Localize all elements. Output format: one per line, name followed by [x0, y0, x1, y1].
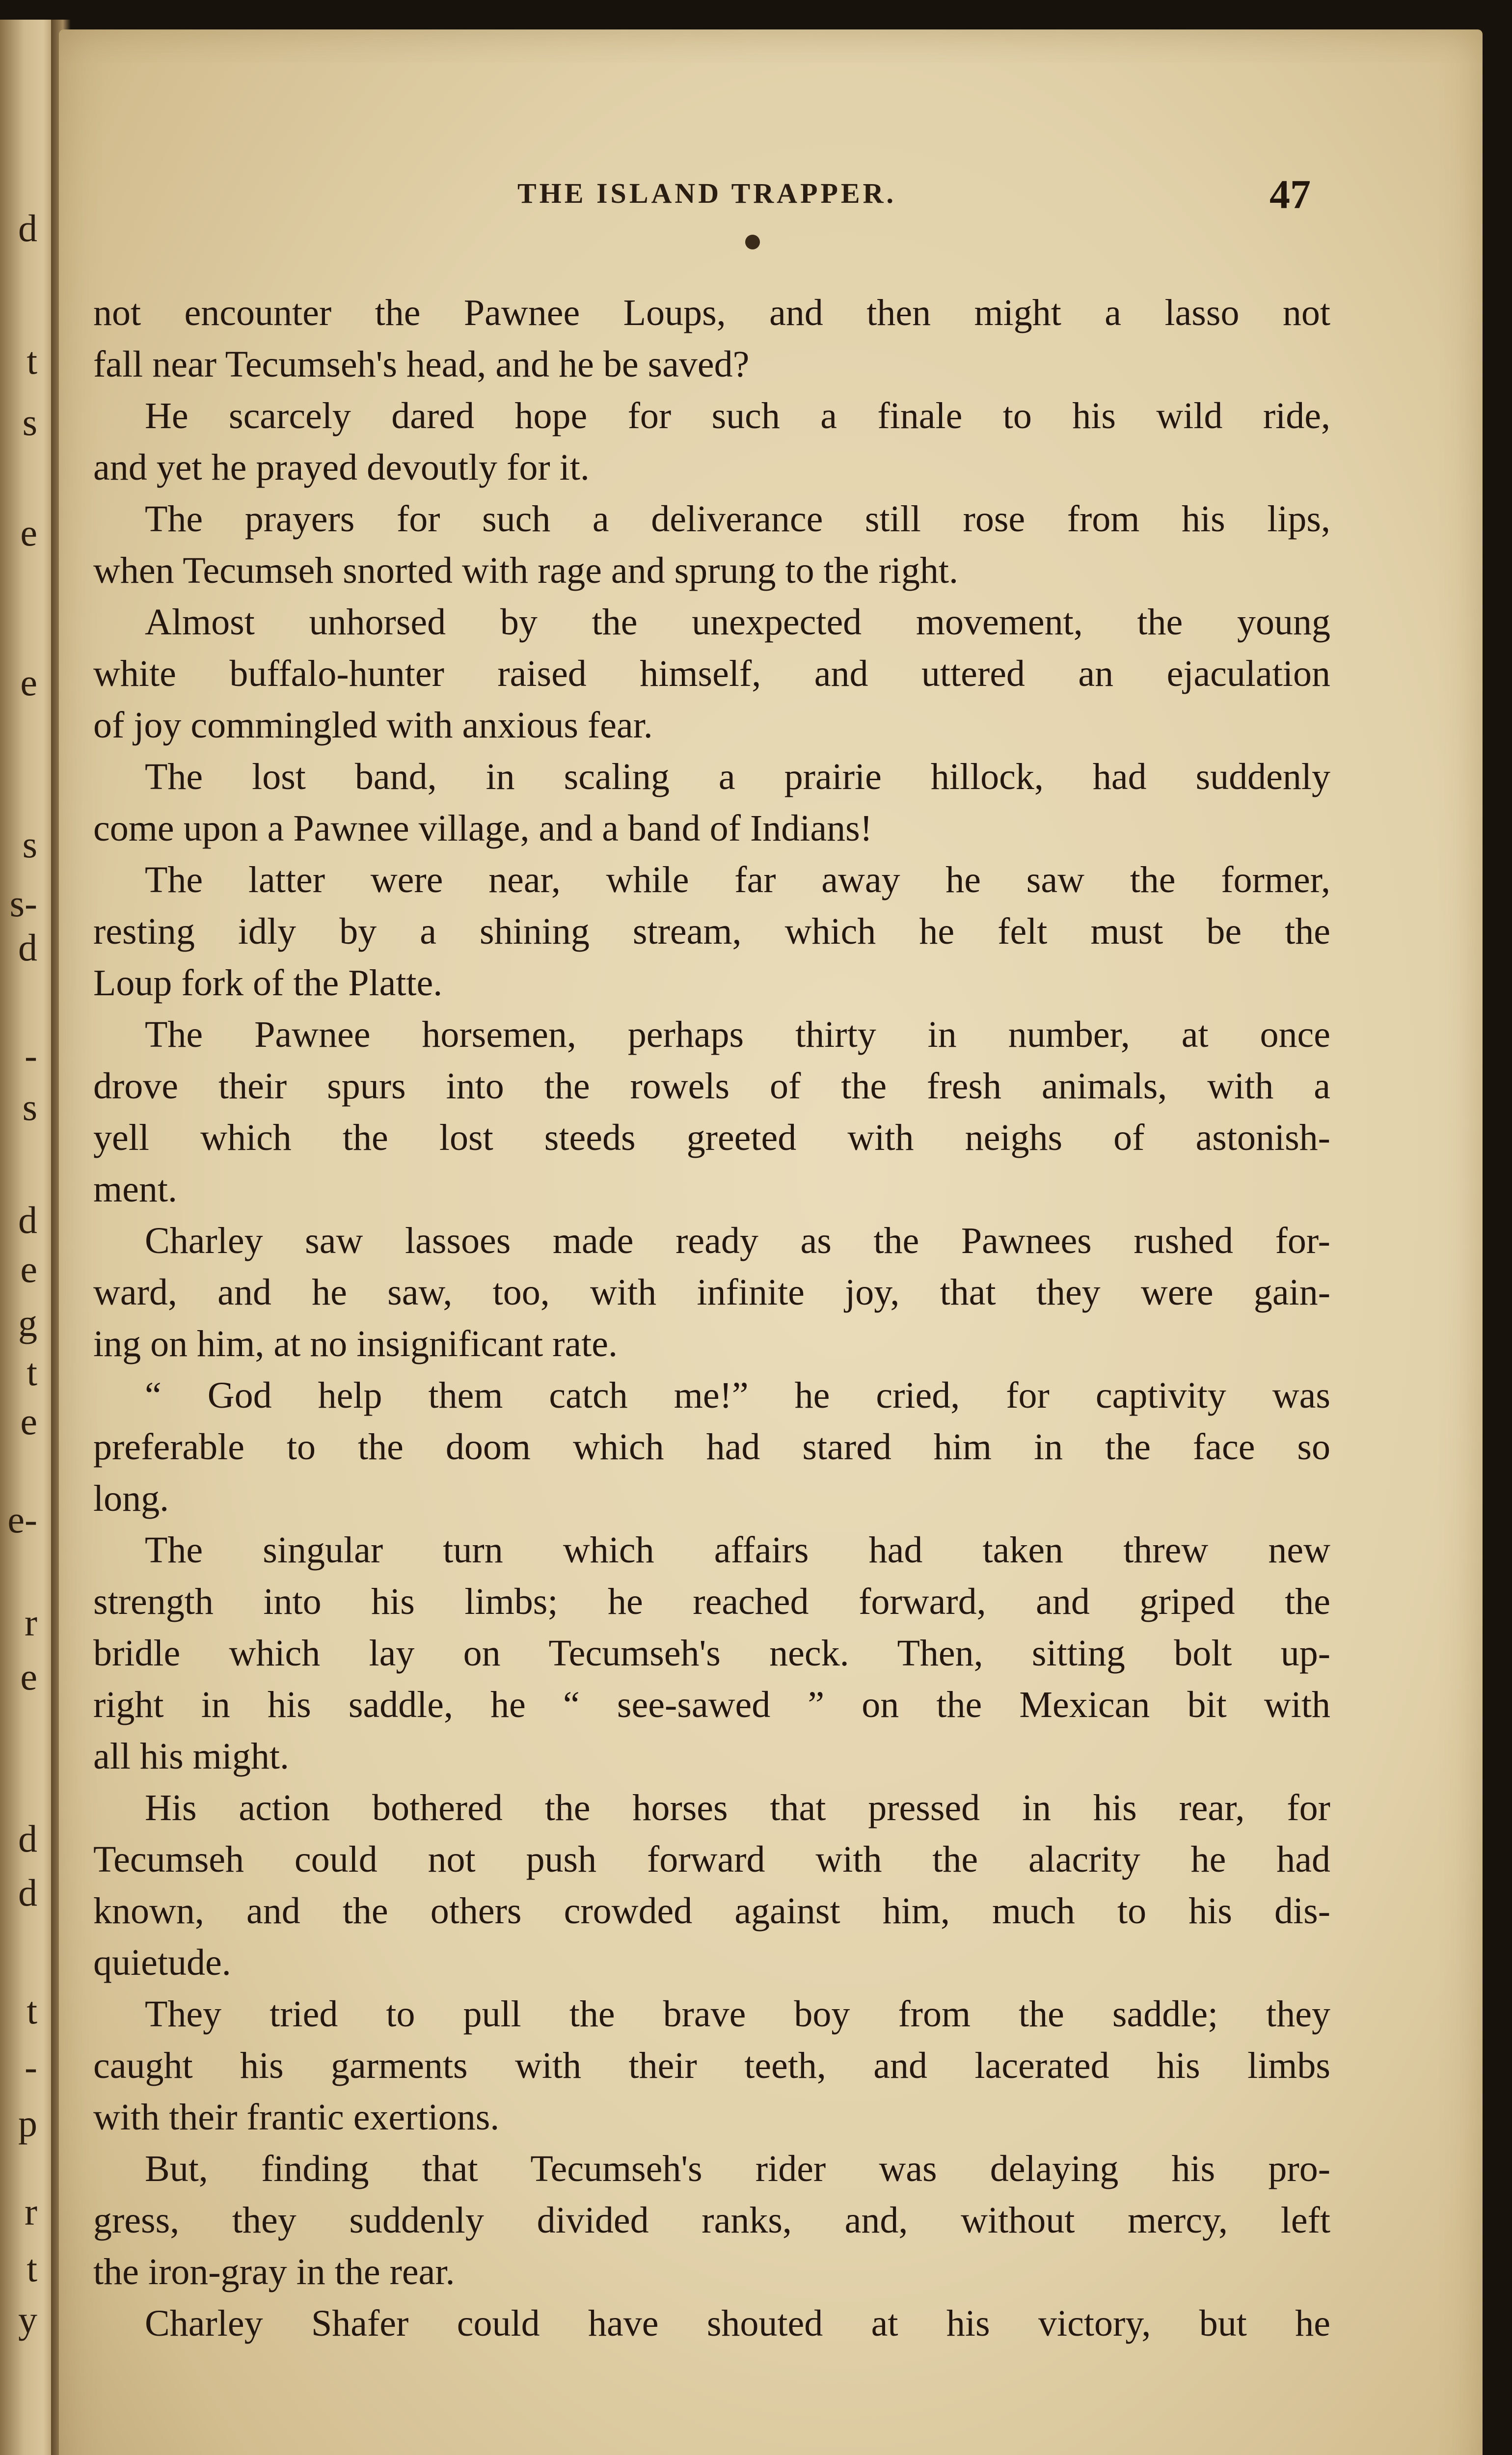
text-line: The prayers for such a deliverance still rose from his lips, [145, 498, 1330, 540]
margin-letter: g [18, 1302, 37, 1344]
text-line: ward, and he saw, too, with infinite joy, that they were gain- [93, 1272, 1330, 1313]
text-line: The latter were near, while far away he saw the former, [145, 859, 1330, 900]
margin-letter: s- [9, 882, 37, 925]
margin-letter: d [18, 1199, 37, 1241]
text-line: Tecumseh could not push forward with the alacrity he had [93, 1839, 1330, 1880]
text-line: gress, they suddenly divided ranks, and, without mercy, left [93, 2200, 1330, 2241]
margin-letter: s [22, 823, 37, 866]
text-line: of joy commingled with anxious fear. [93, 705, 653, 746]
text-line: quietude. [93, 1942, 231, 1983]
text-line: His action bothered the horses that pressed in his rear, for [145, 1787, 1330, 1828]
text-line: The singular turn which affairs had taken threw new [145, 1529, 1330, 1571]
margin-letter: d [18, 926, 37, 969]
text-line: resting idly by a shining stream, which he felt must be the [93, 911, 1330, 952]
text-line: The lost band, in scaling a prairie hillock, had suddenly [145, 756, 1330, 797]
margin-letter: d [18, 207, 37, 249]
text-line: “ God help them catch me!” he cried, for captivity was [145, 1375, 1330, 1416]
text-line: come upon a Pawnee village, and a band of Indians! [93, 808, 873, 849]
margin-letter: t [27, 339, 37, 382]
text-line: He scarcely dared hope for such a finale to his wild ride, [145, 395, 1330, 436]
margin-letter: e- [7, 1498, 37, 1541]
margin-letter: r [25, 2190, 37, 2233]
text-line: Charley saw lassoes made ready as the Pawnees rushed for- [145, 1220, 1330, 1261]
margin-letter: t [27, 2247, 37, 2290]
text-line: long. [93, 1478, 169, 1519]
text-line: strength into his limbs; he reached forward, and griped the [93, 1581, 1330, 1622]
text-line: fall near Tecumseh's head, and he be saved? [93, 344, 750, 385]
text-line: Almost unhorsed by the unexpected movement, the young [145, 601, 1330, 643]
text-line: bridle which lay on Tecumseh's neck. Then, sitting bolt up- [93, 1633, 1330, 1674]
margin-letter: d [18, 1871, 37, 1914]
margin-letter: e [20, 511, 37, 554]
text-line: The Pawnee horsemen, perhaps thirty in number, at once [145, 1014, 1330, 1055]
body-text [93, 287, 1330, 2349]
text-line: preferable to the doom which had stared him in the face so [93, 1426, 1330, 1468]
margin-letter: t [27, 1351, 37, 1393]
margin-letter: e [20, 661, 37, 704]
page-header [93, 162, 1321, 221]
text-line: when Tecumseh snorted with rage and sprung to the right. [93, 550, 958, 591]
text-line: drove their spurs into the rowels of the fresh animals, with a [93, 1065, 1330, 1107]
text-line: white buffalo-hunter raised himself, and uttered an ejaculation [93, 653, 1330, 694]
margin-letter: p [18, 2102, 37, 2145]
text-line: But, finding that Tecumseh's rider was delaying his pro- [145, 2148, 1330, 2189]
text-line: the iron-gray in the rear. [93, 2251, 455, 2292]
margin-letter: e [20, 1248, 37, 1290]
text-line: all his might. [93, 1736, 289, 1777]
page-number: 47 [1269, 172, 1311, 218]
text-line: Charley Shafer could have shouted at his victory, but he [145, 2303, 1330, 2344]
margin-letter: - [25, 2046, 37, 2088]
margin-letter: - [25, 1034, 37, 1077]
text-line: with their frantic exertions. [93, 2097, 500, 2138]
margin-letter: s [22, 1086, 37, 1128]
text-line: ment. [93, 1169, 177, 1210]
text-line: known, and the others crowded against him, much to his dis- [93, 1890, 1330, 1932]
text-line: ing on him, at no insignificant rate. [93, 1323, 618, 1364]
margin-letter: d [18, 1817, 37, 1860]
text-line: caught his garments with their teeth, and lacerated his limbs [93, 2045, 1330, 2086]
margin-letter: r [25, 1601, 37, 1644]
text-line: yell which the lost steeds greeted with neighs of astonish- [93, 1117, 1330, 1158]
previous-page-edge [0, 20, 54, 2455]
margin-letter: s [22, 401, 37, 443]
margin-letter: e [20, 1400, 37, 1443]
running-title: THE ISLAND TRAPPER. [517, 177, 896, 209]
ink-dot-ornament [745, 235, 760, 249]
text-line: not encounter the Pawnee Loups, and then might a lasso not [93, 292, 1330, 333]
text-line: right in his saddle, he “ see-sawed ” on the Mexican bit with [93, 1684, 1330, 1725]
margin-letter: e [20, 1655, 37, 1698]
text-line: Loup fork of the Platte. [93, 962, 443, 1004]
text-line: and yet he prayed devoutly for it. [93, 447, 590, 488]
text-line: They tried to pull the brave boy from the saddle; they [145, 1993, 1330, 2035]
margin-letter: y [18, 2298, 37, 2341]
margin-letter: t [27, 1989, 37, 2032]
